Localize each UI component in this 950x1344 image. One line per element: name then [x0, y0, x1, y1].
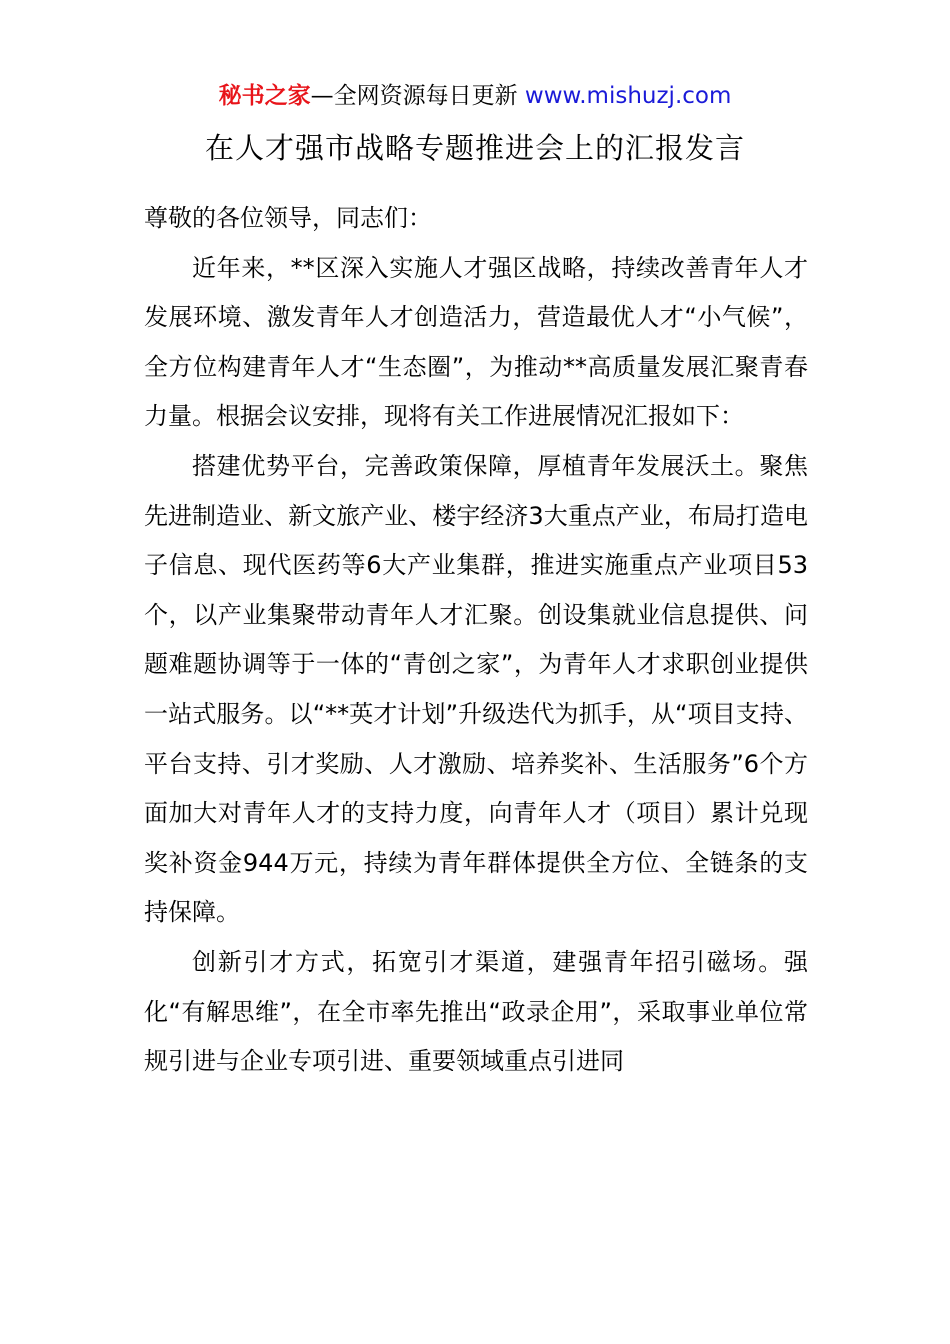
- salutation: 尊敬的各位领导，同志们：: [144, 204, 432, 232]
- document-title: 在人才强市战略专题推进会上的汇报发言: [204, 131, 745, 165]
- paragraph-intro: 近年来，**区深入实施人才强区战略，持续改善青年人才发展环境、激发青年人才创造活力，营造最优人才“小气候”，全方位构建青年人才“生态圈”，为推动**高质量发展汇聚青春力量。根据会议安排，现将有关工作进展情况汇报如下：: [144, 253, 808, 431]
- site-url-link[interactable]: www.mishuzj.com: [524, 83, 732, 109]
- site-tagline: —全网资源每日更新: [310, 83, 525, 109]
- site-name: 秘书之家: [218, 83, 311, 109]
- paragraph-recruitment: 创新引才方式，拓宽引才渠道，建强青年招引磁场。强化“有解思维”，在全市率先推出“政录企用”，采取事业单位常规引进与企业专项引进、重要领域重点引进同: [144, 947, 808, 1076]
- document-body: [144, 194, 808, 1087]
- site-header: [0, 78, 950, 114]
- paragraph-platform: 搭建优势平台，完善政策保障，厚植青年发展沃土。聚焦先进制造业、新文旅产业、楼宇经济3大重点产业，布局打造电子信息、现代医药等6大产业集群，推进实施重点产业项目53个，以产业集聚带动青年人才汇聚。创设集就业信息提供、问题难题协调等于一体的“青创之家”，为青年人才求职创业提供一站式服务。以“**英才计划”升级迭代为抓手，从“项目支持、平台支持、引才奖励、人才激励、培养奖补、生活服务”6个方面加大对青年人才的支持力度，向青年人才（项目）累计兑现奖补资金944万元，持续为青年群体提供全方位、全链条的支持保障。: [144, 451, 808, 927]
